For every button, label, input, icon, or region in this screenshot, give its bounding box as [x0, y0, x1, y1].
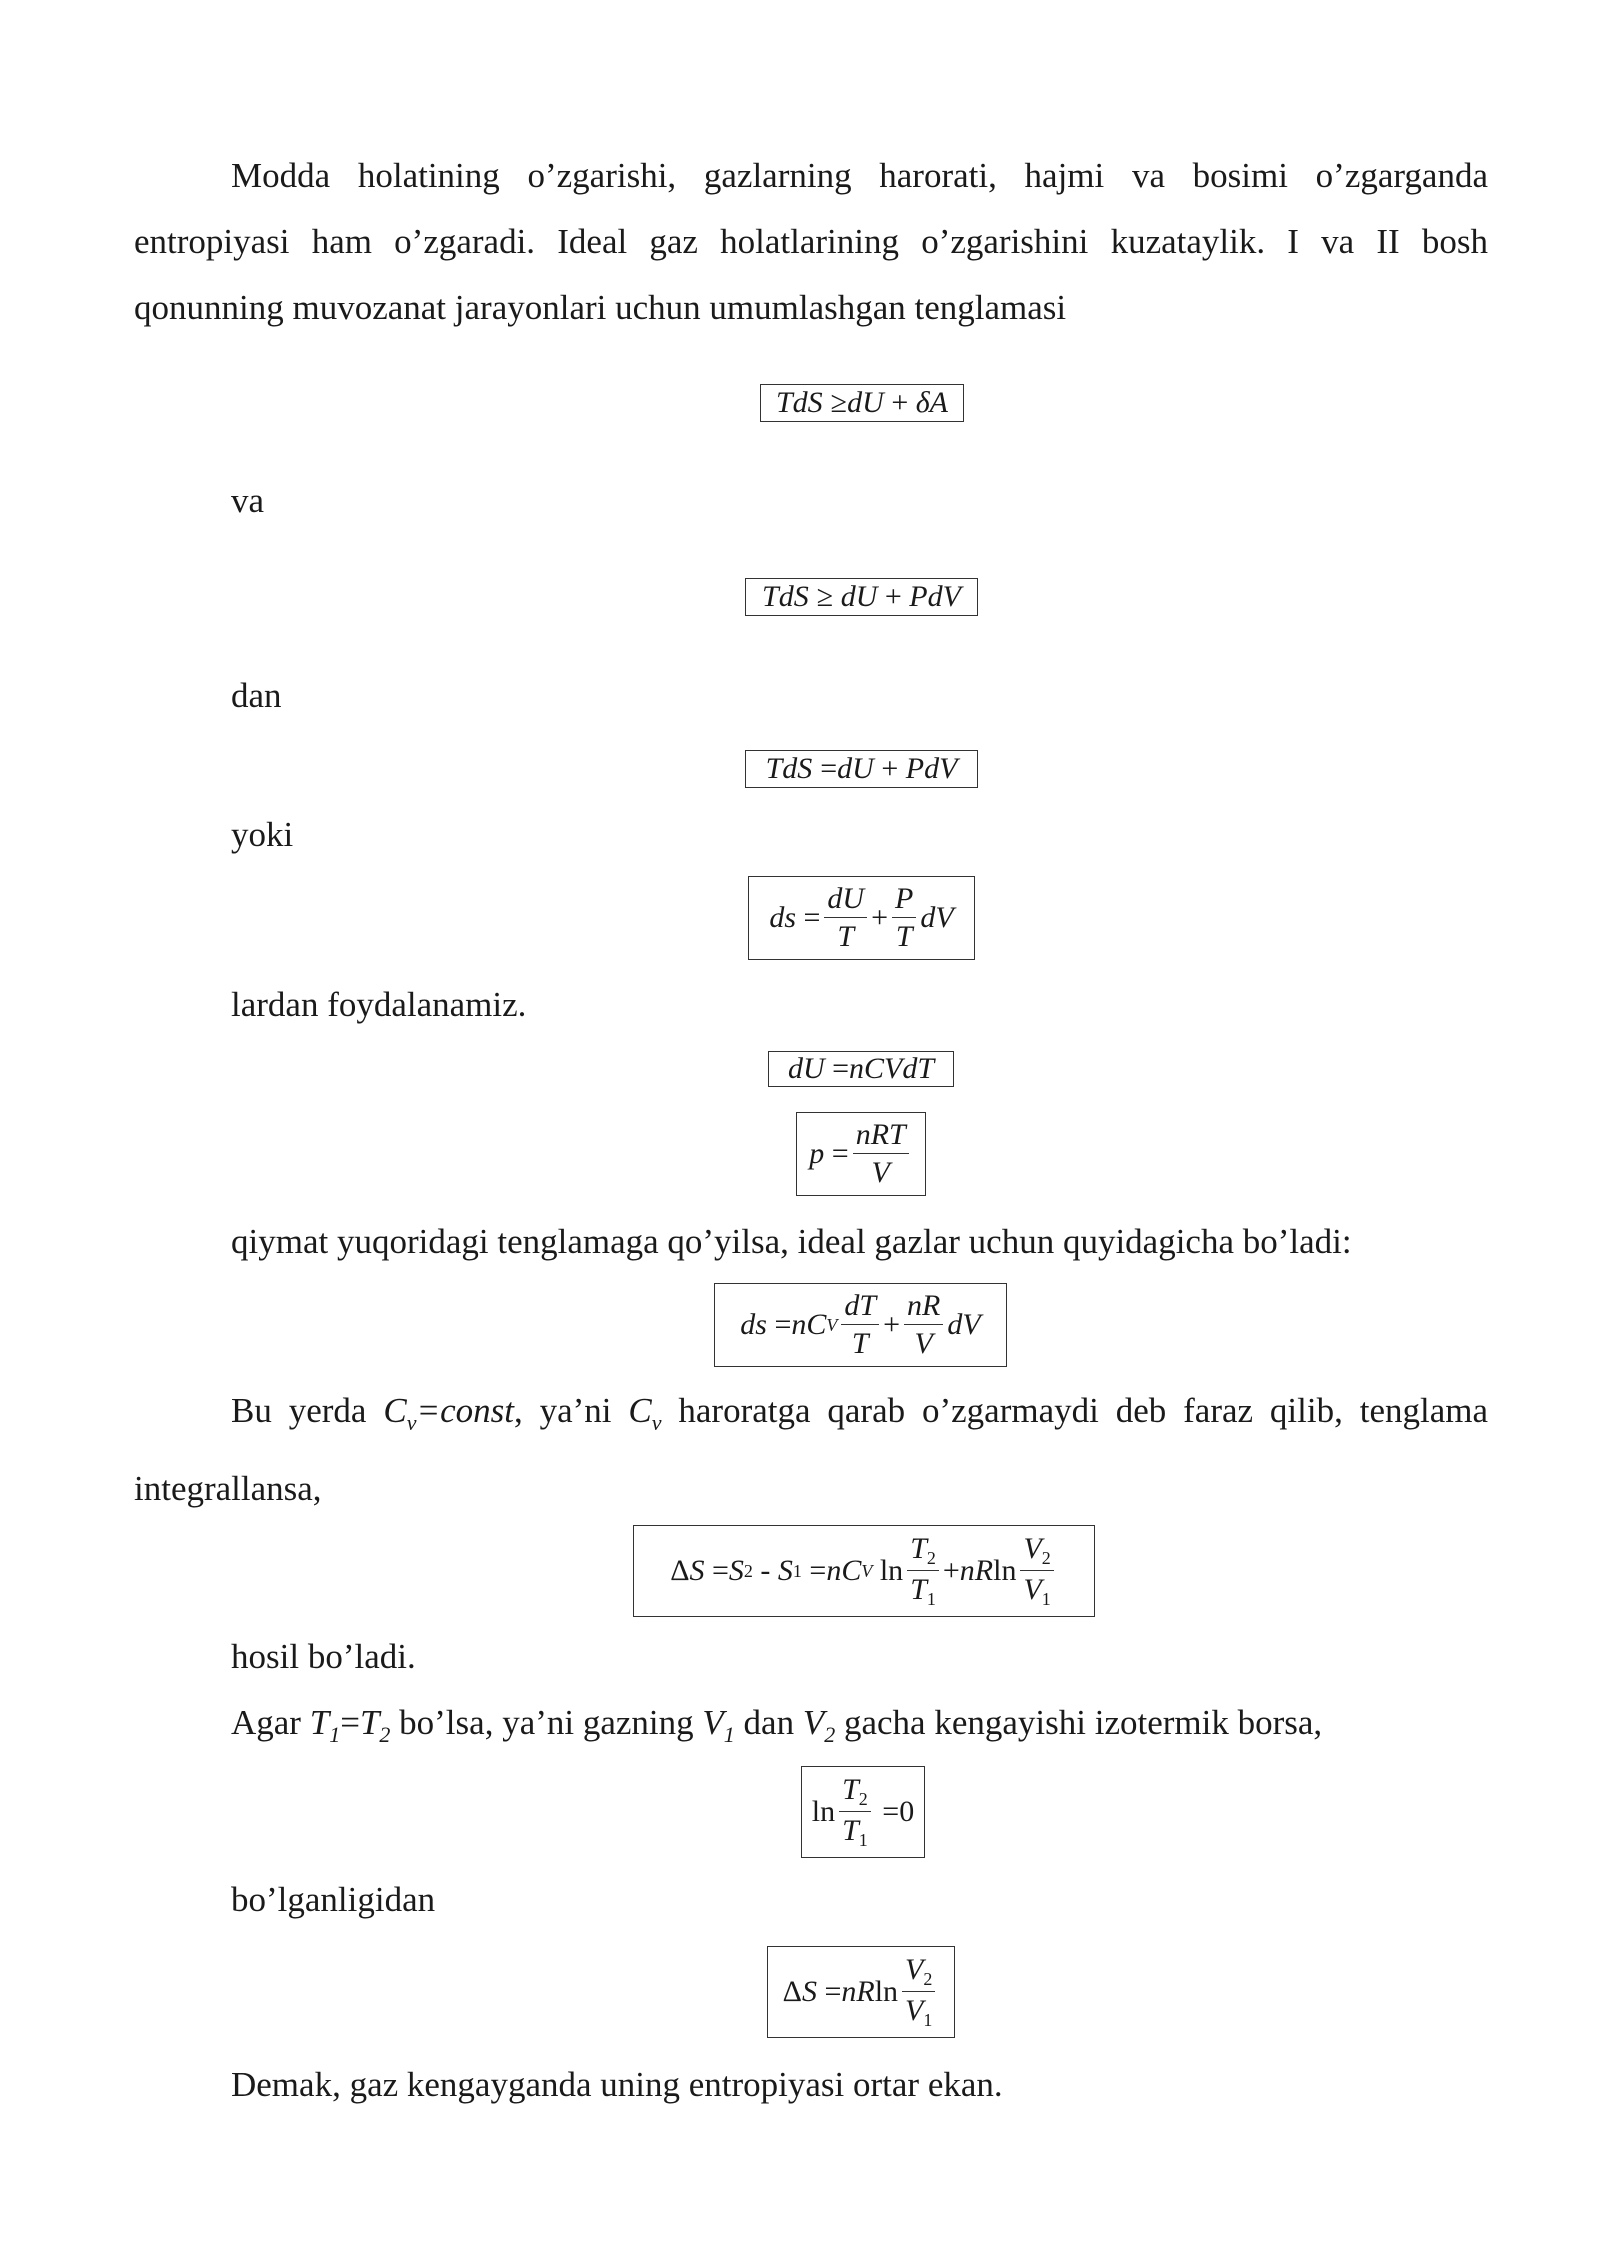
- cv-text-3: haroratga qarab o’zgarmaydi deb faraz qilib, tenglama integrallansa,: [134, 1391, 1488, 1508]
- agar-line: Agar $T_1=T_2$ bo’lsa, ya’ni gazning $V_1$ dan $V_2$ gacha kengayishi izotermik borsa,: [231, 1703, 1323, 1747]
- text-hosil: hosil bo’ladi.: [231, 1637, 416, 1676]
- word-yoki: yoki: [231, 815, 294, 854]
- text-qiymat: qiymat yuqoridagi tenglamaga qo’yilsa, ideal gazlar uchun quyidagicha bo’ladi:: [231, 1222, 1352, 1261]
- text-lardan: lardan foydalanamiz.: [231, 985, 527, 1024]
- cv-symbol-2: $C_v$: [628, 1391, 662, 1435]
- text-bolganligidan: bo’lganligidan: [231, 1880, 436, 1919]
- formula-ln-t2-over-t1-eq-0: ln $\frac{T_2}{T_1}$ =0: [801, 1766, 925, 1858]
- word-va: va: [231, 481, 265, 520]
- intro-paragraph: Modda holatining o’zgarishi, gazlarning harorati, hajmi va bosimi o’zgarganda entropiyasi ham o’zgaradi. Ideal gaz holatlarining o’zgarishini kuzataylik. I va II bosh qonunning muvozanat jarayonlari uchun umumlashgan tenglamasi: [134, 156, 1488, 327]
- formula-delta-s-full: Δ S = S 2 - S 1 = nC V ln $\frac{T_2}{T_1}$ + nR ln $\frac{V_2}{V_1}$: [633, 1525, 1095, 1617]
- formula-tds-ge-du-plus-pdv: TdS ≥ dU + PdV: [745, 578, 978, 616]
- formula-du-eq-ncvdt: dU = nCVdT: [768, 1051, 954, 1087]
- word-dan: dan: [231, 676, 282, 715]
- cv-symbol: $C_v$: [383, 1391, 417, 1435]
- eq-const: =const: [416, 1391, 514, 1430]
- formula-tds-eq-du-plus-pdv: TdS = dU + PdV: [745, 750, 978, 788]
- text-demak: Demak, gaz kengayganda uning entropiyasi ortar ekan.: [231, 2065, 1003, 2104]
- formula-tds-ge-du-plus-da: TdS ≥ dU + δA: [760, 384, 964, 422]
- cv-paragraph: [134, 1378, 1488, 1522]
- formula-ds-eq-ncv-dt-over-t-plus-nr-over-v-dv: ds = nC V $\frac{dT}{T}$ + $\frac{nR}{V}$ dV: [714, 1283, 1007, 1367]
- cv-text-2: , ya’ni: [513, 1391, 629, 1430]
- formula-delta-s-eq-nr-ln-v2-over-v1: Δ S = nR ln $\frac{V_2}{V_1}$: [767, 1946, 955, 2038]
- formula-ds-eq-du-over-t-plus-p-over-t-dv: ds = $\frac{dU}{T}$ + $\frac{P}{T}$ dV: [748, 876, 975, 960]
- cv-text-1: Bu yerda: [231, 1391, 384, 1430]
- formula-p-eq-nrt-over-v: p = $\frac{\text{nRT}}{V}$: [796, 1112, 926, 1196]
